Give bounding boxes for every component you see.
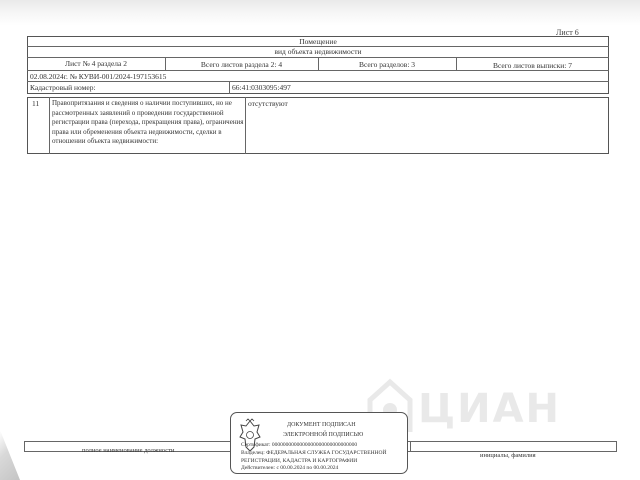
divider <box>27 70 609 71</box>
total-sections: Всего разделов: 3 <box>358 60 416 69</box>
stamp-line-6: Действителен: с 00.00.2024 по 00.00.2024 <box>241 465 339 471</box>
divider <box>49 97 50 154</box>
stamp-line-3: Сертификат: 0000000000000000000000000000000 <box>241 442 358 448</box>
row-number: 11 <box>32 99 40 108</box>
digital-signature-stamp <box>230 412 408 474</box>
extract-reference: 02.08.2024г. № КУВИ-001/2024-197153615 <box>30 72 167 81</box>
stamp-line-2: ЭЛЕКТРОННОЙ ПОДПИСЬЮ <box>283 432 364 438</box>
stamp-line-1: ДОКУМЕНТ ПОДПИСАН <box>287 422 356 428</box>
signature-label: инициалы, фамилия <box>480 452 536 459</box>
stamp-line-5: РЕГИСТРАЦИИ, КАДАСТРА И КАРТОГРАФИИ <box>241 458 358 464</box>
divider <box>24 441 25 451</box>
total-sheets-section: Всего листов раздела 2: 4 <box>200 60 283 69</box>
total-sheets-extract: Всего листов выписки: 7 <box>493 61 572 70</box>
position-label: полное наименование должности <box>82 447 175 454</box>
row-description: Правопритязания и сведения о наличии поступивших, но не рассмотренных заявлений о проведении государственной регистрации права (перехода, прекращения права), ограничения права или обременения объекта недвижимости, сделки в отношении объекта недвижимости: <box>52 99 244 145</box>
divider <box>616 441 617 451</box>
cadastral-label: Кадастровый номер: <box>30 83 96 92</box>
object-type-title: Помещение <box>299 37 337 46</box>
object-type-subtitle: вид объекта недвижимости <box>274 47 362 56</box>
stamp-line-4: Владелец: ФЕДЕРАЛЬНАЯ СЛУЖБА ГОСУДАРСТВЕННОЙ <box>241 450 387 456</box>
row-value: отсутствуют <box>248 99 288 108</box>
sheet-number: Лист 6 <box>556 28 579 37</box>
divider <box>27 81 609 82</box>
page-curl-shadow <box>0 430 20 480</box>
cadastral-number: 66:41:0303095:497 <box>232 83 291 92</box>
divider <box>229 81 230 94</box>
watermark-text: ЦИАН <box>418 386 562 432</box>
divider <box>245 97 246 154</box>
sheet-section: Лист № 4 раздела 2 <box>65 59 127 68</box>
